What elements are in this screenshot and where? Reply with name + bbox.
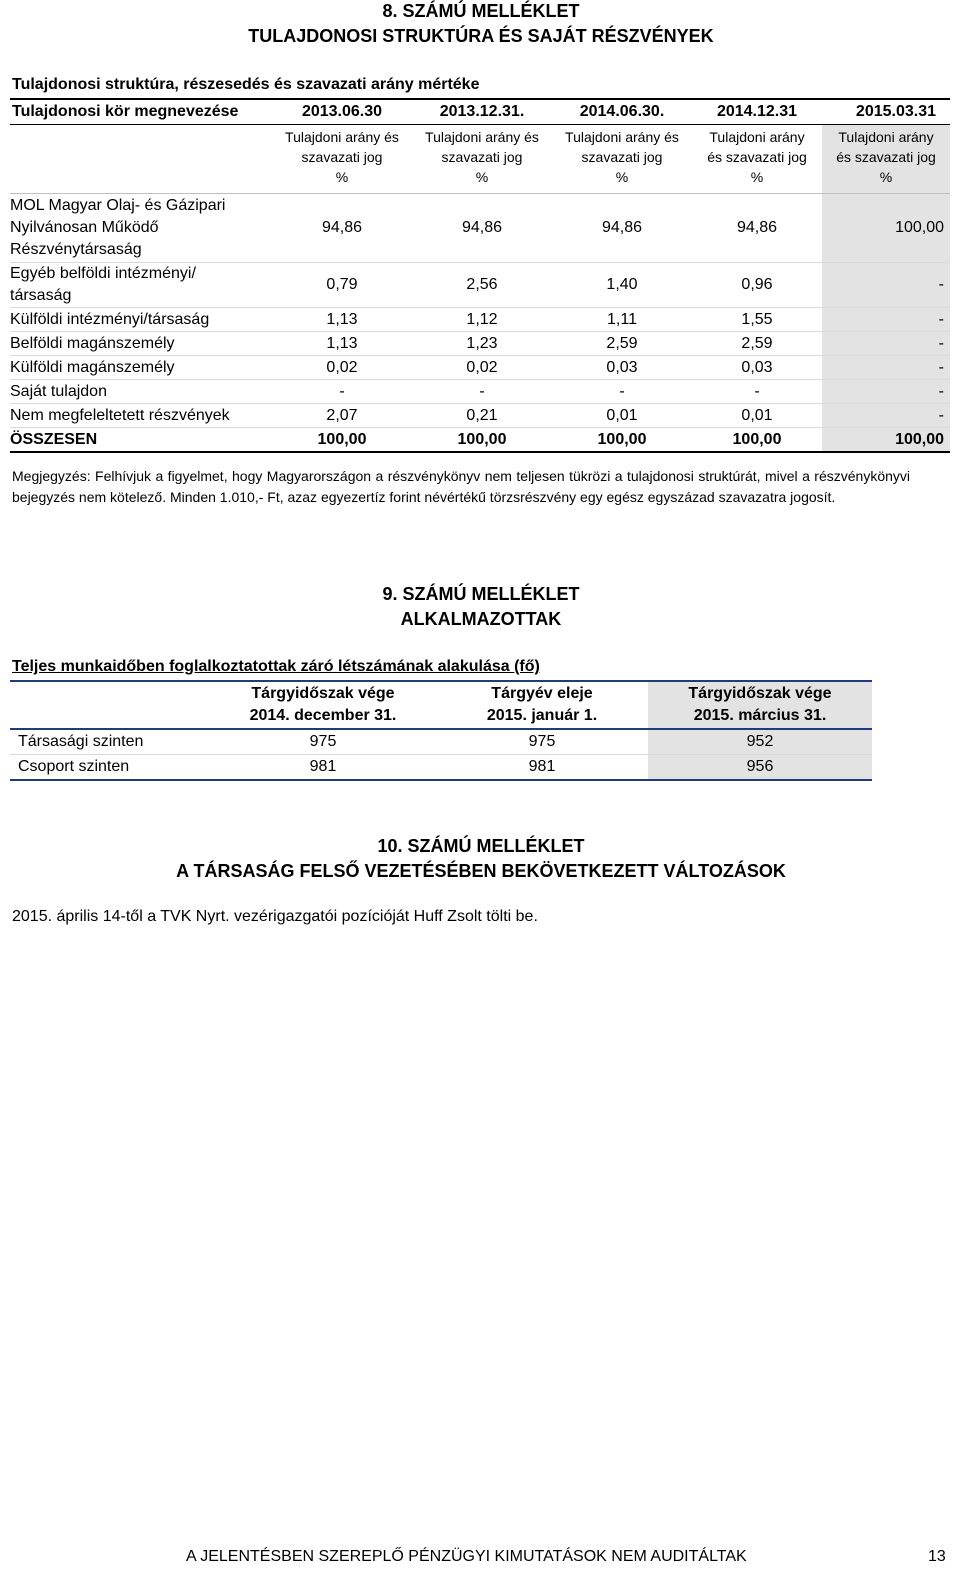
- header-date: 2014.12.31: [692, 99, 822, 125]
- owner-name: Külföldi magánszemély: [10, 356, 272, 380]
- value-cell: -: [822, 308, 950, 332]
- owner-name: Saját tulajdon: [10, 380, 272, 404]
- subheader-cell: Tulajdoni arány és szavazati jog %: [272, 125, 412, 194]
- value-cell: 1,12: [412, 308, 552, 332]
- column-header: Tárgyidőszak vége 2014. december 31.: [210, 681, 436, 729]
- table-row: [10, 356, 950, 380]
- value-cell: 2,59: [552, 332, 692, 356]
- value-cell: 0,02: [272, 356, 412, 380]
- table-row: [10, 332, 950, 356]
- ownership-subheader-row: [10, 125, 950, 194]
- owner-name: Egyéb belföldi intézményi/ társaság: [10, 263, 272, 308]
- value-cell: -: [412, 380, 552, 404]
- value-cell: 1,23: [412, 332, 552, 356]
- total-value: 100,00: [552, 428, 692, 453]
- employees-table: [10, 680, 872, 781]
- value-cell: 0,02: [412, 356, 552, 380]
- value-cell: 981: [210, 755, 436, 781]
- table-row: [10, 729, 872, 755]
- table-row: [10, 263, 950, 308]
- value-cell: 975: [436, 729, 648, 755]
- section10-subtitle: A TÁRSASÁG FELSŐ VEZETÉSÉBEN BEKÖVETKEZETT VÁLTOZÁSOK: [176, 861, 786, 881]
- value-cell: 100,00: [822, 194, 950, 263]
- header-date: 2013.06.30: [272, 99, 412, 125]
- header-date: 2014.06.30.: [552, 99, 692, 125]
- value-cell: -: [552, 380, 692, 404]
- value-cell: 0,21: [412, 404, 552, 428]
- value-cell: -: [822, 263, 950, 308]
- owner-name: Belföldi magánszemély: [10, 332, 272, 356]
- value-cell: 1,11: [552, 308, 692, 332]
- value-cell: -: [822, 380, 950, 404]
- page-number: 13: [928, 1548, 946, 1565]
- value-cell: 0,01: [552, 404, 692, 428]
- column-header: Tárgyidőszak vége 2015. március 31.: [648, 681, 872, 729]
- ownership-header-row: [10, 99, 950, 125]
- value-cell: -: [822, 332, 950, 356]
- subheader-cell: Tulajdoni arány és szavazati jog %: [692, 125, 822, 194]
- owner-name: Külföldi intézményi/társaság: [10, 308, 272, 332]
- value-cell: 952: [648, 729, 872, 755]
- value-cell: 0,03: [692, 356, 822, 380]
- value-cell: -: [822, 356, 950, 380]
- table-row: [10, 380, 950, 404]
- value-cell: -: [692, 380, 822, 404]
- row-label: Csoport szinten: [10, 755, 210, 781]
- value-cell: 1,13: [272, 308, 412, 332]
- subheader-cell: Tulajdoni arány és szavazati jog %: [552, 125, 692, 194]
- table-row: [10, 194, 950, 263]
- ownership-table: [10, 98, 950, 453]
- total-label: ÖSSZESEN: [10, 428, 272, 453]
- value-cell: 0,79: [272, 263, 412, 308]
- table-row: [10, 755, 872, 781]
- total-value: 100,00: [272, 428, 412, 453]
- row-label: Társasági szinten: [10, 729, 210, 755]
- subheader-cell: Tulajdoni arány és szavazati jog %: [822, 125, 950, 194]
- value-cell: 1,40: [552, 263, 692, 308]
- header-date: 2015.03.31: [822, 99, 950, 125]
- owner-name: Nem megfeleltetett részvények: [10, 404, 272, 428]
- section8-title: 8. SZÁMÚ MELLÉKLET: [382, 1, 580, 21]
- employees-header-row: [10, 681, 872, 729]
- value-cell: 94,86: [692, 194, 822, 263]
- header-owner: Tulajdonosi kör megnevezése: [10, 99, 272, 125]
- value-cell: 94,86: [412, 194, 552, 263]
- section9-subtitle: ALKALMAZOTTAK: [400, 609, 562, 629]
- value-cell: 94,86: [552, 194, 692, 263]
- section9-title: 9. SZÁMÚ MELLÉKLET: [382, 584, 580, 604]
- employees-table-caption: Teljes munkaidőben foglalkoztatottak záró létszámának alakulása (fő): [12, 658, 540, 675]
- value-cell: 1,55: [692, 308, 822, 332]
- value-cell: 1,13: [272, 332, 412, 356]
- value-cell: 2,07: [272, 404, 412, 428]
- value-cell: 0,01: [692, 404, 822, 428]
- value-cell: 0,03: [552, 356, 692, 380]
- footer-text: A JELENTÉSBEN SZEREPLŐ PÉNZÜGYI KIMUTATÁSOK NEM AUDITÁLTAK: [186, 1548, 747, 1565]
- ownership-table-caption: Tulajdonosi struktúra, részesedés és szavazati arány mértéke: [12, 76, 480, 93]
- value-cell: -: [822, 404, 950, 428]
- value-cell: 975: [210, 729, 436, 755]
- section8-subtitle: TULAJDONOSI STRUKTÚRA ÉS SAJÁT RÉSZVÉNYEK: [248, 26, 714, 46]
- ownership-note: Megjegyzés: Felhívjuk a figyelmet, hogy Magyarországon a részvénykönyv nem teljesen tükrözi a tulajdonosi struktúrát, mivel a részvénykönyvi bejegyzés nem kötelező. Minden 1.010,- Ft, azaz egyezertíz forint névértékű törzsrészvény egy egész egyszázad szavazatra jogosít.: [12, 468, 910, 505]
- column-header: Tárgyév eleje 2015. január 1.: [436, 681, 648, 729]
- owner-name: MOL Magyar Olaj- és Gázipari Nyilvánosan Működő Részvénytársaság: [10, 194, 272, 263]
- header-date: 2013.12.31.: [412, 99, 552, 125]
- management-change-text: 2015. április 14-től a TVK Nyrt. vezérigazgatói pozícióját Huff Zsolt tölti be.: [12, 908, 538, 925]
- total-row: [10, 428, 950, 453]
- value-cell: 981: [436, 755, 648, 781]
- total-value: 100,00: [412, 428, 552, 453]
- section10-title: 10. SZÁMÚ MELLÉKLET: [377, 836, 585, 856]
- value-cell: 0,96: [692, 263, 822, 308]
- value-cell: 2,59: [692, 332, 822, 356]
- subheader-cell: Tulajdoni arány és szavazati jog %: [412, 125, 552, 194]
- total-value: 100,00: [692, 428, 822, 453]
- value-cell: 956: [648, 755, 872, 781]
- value-cell: -: [272, 380, 412, 404]
- value-cell: 2,56: [412, 263, 552, 308]
- total-value: 100,00: [822, 428, 950, 453]
- table-row: [10, 308, 950, 332]
- table-row: [10, 404, 950, 428]
- value-cell: 94,86: [272, 194, 412, 263]
